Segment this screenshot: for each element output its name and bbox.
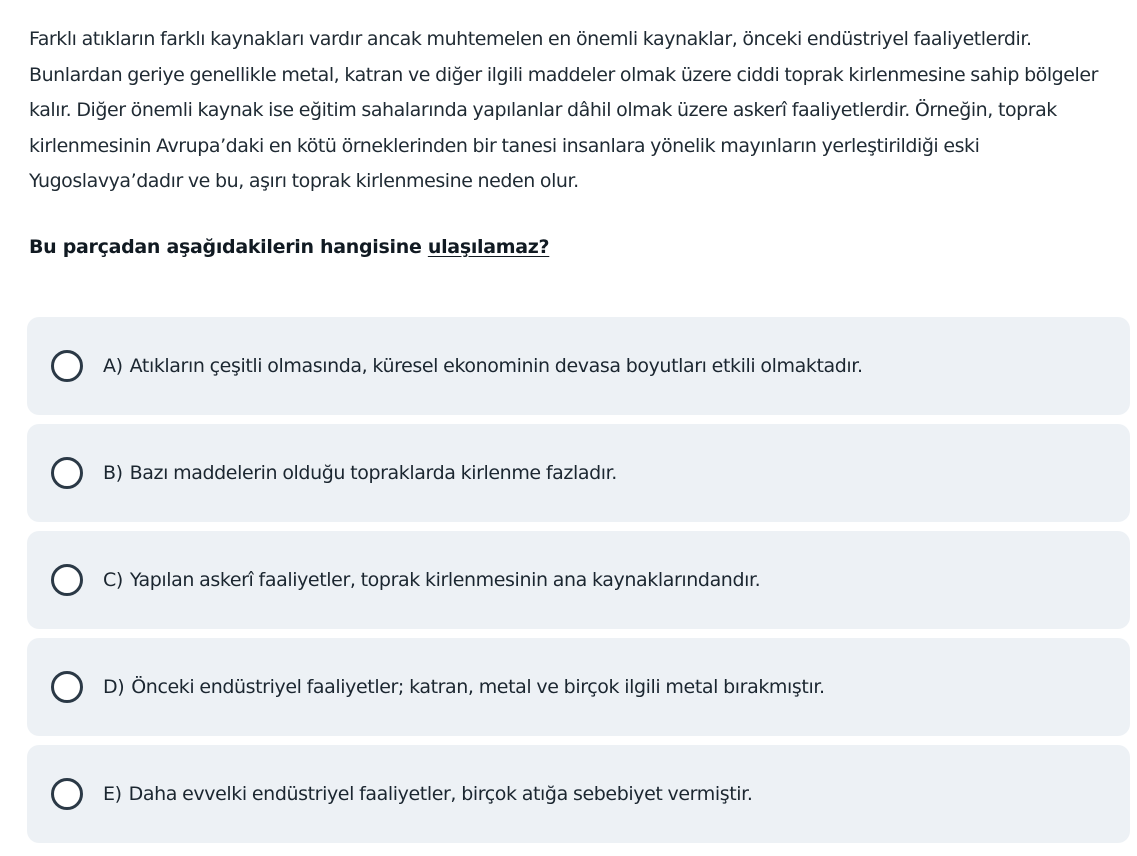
answer-option-c-text xyxy=(103,569,760,591)
answer-option-c-letter: C) xyxy=(103,569,123,591)
answer-option-b[interactable] xyxy=(27,424,1130,522)
radio-unchecked-icon[interactable] xyxy=(51,671,83,703)
radio-unchecked-icon[interactable] xyxy=(51,778,83,810)
answer-option-d-text xyxy=(103,676,825,698)
question-passage: Farklı atıkların farklı kaynakları vardır ancak muhtemelen en önemli kaynaklar, önceki endüstriyel faaliyetlerdir. Bunlardan geriye genellikle metal, katran ve diğer ilgili maddeler olmak üzere ciddi toprak kirlenmesine sahip bölgeler kalır. Diğer önemli kaynak ise eğitim sahalarında yapılanlar dâhil olmak üzere askerî faaliyetlerdir. Örneğin, toprak kirlenmesinin Avrupa’daki en kötü örneklerinden bir tanesi insanlara yönelik mayınların yerleştirildiği eski Yugoslavya’dadır ve bu, aşırı toprak kirlenmesine neden olur. xyxy=(29,28,1098,192)
answer-option-c[interactable] xyxy=(27,531,1130,629)
answer-option-b-letter: B) xyxy=(103,462,123,484)
answer-options xyxy=(27,317,1130,852)
answer-option-a-text xyxy=(103,355,863,377)
answer-option-c-label: Yapılan askerî faaliyetler, toprak kirlenmesinin ana kaynaklarındandır. xyxy=(129,569,761,591)
answer-option-a-letter: A) xyxy=(103,355,123,377)
question-stem-text: Bu parçadan aşağıdakilerin hangisine xyxy=(29,236,428,258)
radio-unchecked-icon[interactable] xyxy=(51,457,83,489)
answer-option-a-label: Atıkların çeşitli olmasında, küresel ekonominin devasa boyutları etkili olmaktadır. xyxy=(129,355,863,377)
answer-option-b-text xyxy=(103,462,617,484)
answer-option-d-letter: D) xyxy=(103,676,125,698)
radio-unchecked-icon[interactable] xyxy=(51,350,83,382)
question-stem xyxy=(29,236,549,258)
answer-option-a[interactable] xyxy=(27,317,1130,415)
answer-option-b-label: Bazı maddelerin olduğu topraklarda kirlenme fazladır. xyxy=(129,462,617,484)
answer-option-e-label: Daha evvelki endüstriyel faaliyetler, birçok atığa sebebiyet vermiştir. xyxy=(128,783,753,805)
answer-option-e[interactable] xyxy=(27,745,1130,843)
answer-option-d-label: Önceki endüstriyel faaliyetler; katran, metal ve birçok ilgili metal bırakmıştır. xyxy=(131,676,825,698)
question-stem-emphasis: ulaşılamaz? xyxy=(427,236,550,258)
answer-option-e-letter: E) xyxy=(103,783,122,805)
answer-option-d[interactable] xyxy=(27,638,1130,736)
radio-unchecked-icon[interactable] xyxy=(51,564,83,596)
answer-option-e-text xyxy=(103,783,753,805)
